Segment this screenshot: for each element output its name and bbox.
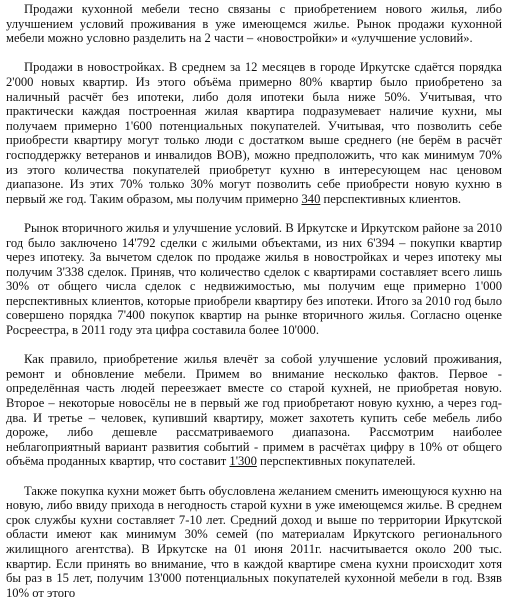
- paragraph-text: Как правило, приобретение жилья влечёт за собой улучшение условий проживания, ремонт и обновление мебели. Примем во внимание несколько фактов. Первое - определённая часть людей переезжает вместе со старой кухней, не приобретая новую. Второе – некоторые новосёлы не в первый же год приобретают новую кухню, а через год-два. И третье – человек, купивший квартиру, может захотеть купить себе мебель либо дороже, либо дешевле рассматриваемого диапазона. Рассмотрим наиболее неблагоприятный вариант развития событий - примем в расчётах цифру в 10% от общего объёма проданных квартир, что составит: [6, 352, 502, 469]
- document-page: [0, 2, 510, 600]
- paragraph-text: Продажи в новостройках. В среднем за 12 месяцев в городе Иркутске сдаётся порядка 2'000 новых квартир. Из этого объёма примерно 80% квартир было приобретено за наличный расчёт без ипотеки, либо доля ипотеки была ниже 50%. Учитывая, что практически каждая построенная жилая квартира подразумевает наличие кухни, мы получаем примерно 1'600 потенциальных покупателей. Учитывая, что позволить себе приобрести квартиру могут только люди с достатком выше среднего (не берём в расчёт господдержку ветеранов и инвалидов ВОВ), можно предположить, что как минимум 70% из этого количества покупателей приобретут кухню в интересующем нас ценовом диапазоне. Из этих 70% только 30% могут позволить себе приобрести новую кухню в первый же год. Таким образом, мы получим примерно: [6, 60, 502, 206]
- paragraph-intro: Продажи кухонной мебели тесно связаны с приобретением нового жилья, либо улучшением условий проживания в уже имеющемся жилье. Рынок продажи кухонной мебели можно условно разделить на 2 части – «новостройки» и «улучшение условий».: [6, 2, 502, 46]
- paragraph-replacement: Также покупка кухни может быть обусловлена желанием сменить имеющуюся кухню на новую, либо ввиду прихода в негодность старой кухни в уже имеющемся жилье. В среднем срок службы кухни составляет 7-10 лет. Средний доход и выше по территории Иркутской области имеют как минимум 30% семей (по материалам Иркутского регионального жилищного агентства). В Иркутске на 01 июня 2011г. насчитывается около 200 тыс. квартир. Если принять во внимание, что в каждой квартире смена кухни происходит хотя бы раз в 15 лет, получим 13'000 потенциальных покупателей кухонной мебели в год. Взяв 10% от этого: [6, 483, 502, 600]
- highlighted-number: 1'300: [229, 454, 257, 469]
- paragraph-secondary-market: Рынок вторичного жилья и улучшение условий. В Иркутске и Иркутском районе за 2010 год было заключено 14'792 сделки с жилыми объектами, из них 6'394 – покупки квартир через ипотеку. За вычетом сделок по продаже жилья в новостройках и через ипотеку мы получим 3'338 сделок. Приняв, что количество сделок с квартирами составляет всего лишь 30% от общего числа сделок с недвижимостью, мы получим еще примерно 1'000 перспективных клиентов, которые приобрели квартиру без ипотеки. Итого за 2010 год было совершено порядка 7'400 покупок квартир на рынке вторичного жилья. Согласно оценке Росреестра, в 2011 году эта цифра составила более 10'000.: [6, 220, 502, 338]
- paragraph-text: перспективных покупателей.: [256, 454, 416, 469]
- paragraph-improvement: [6, 352, 502, 469]
- highlighted-number: 340: [301, 191, 321, 206]
- paragraph-new-buildings: [6, 60, 502, 206]
- paragraph-text: перспективных клиентов.: [320, 191, 462, 206]
